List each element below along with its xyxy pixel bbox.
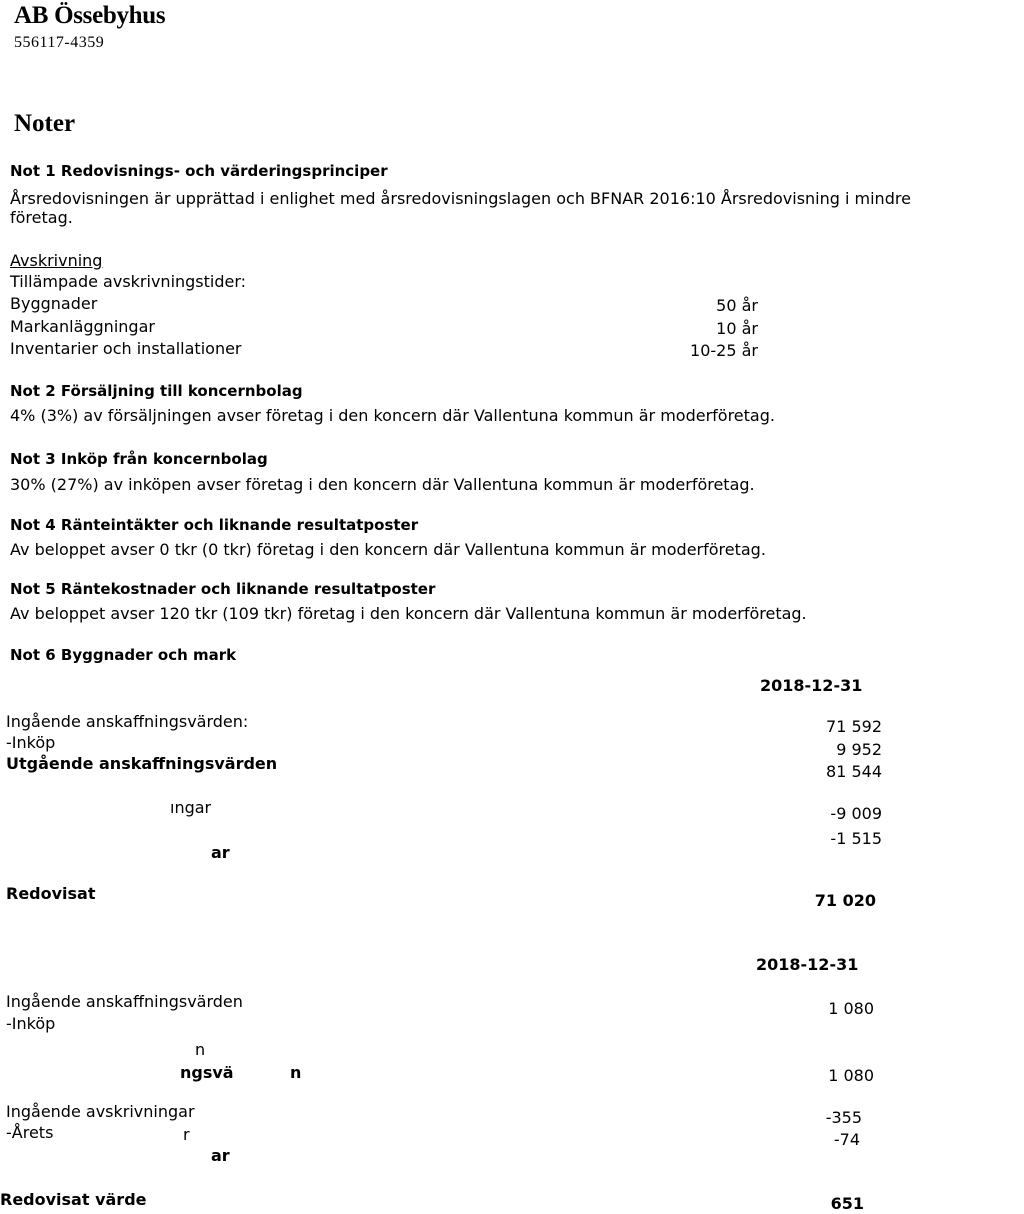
- not6-fragment-ar: ar: [211, 843, 230, 862]
- not3-heading: Not 3 Inköp från koncernbolag: [10, 450, 268, 468]
- not7-ingaende-value: 1 080: [828, 999, 874, 1018]
- company-name: AB Össebyhus: [14, 2, 166, 29]
- not7-arets-label: -Årets: [6, 1123, 54, 1142]
- not5-heading: Not 5 Räntekostnader och liknande resultatposter: [10, 580, 436, 598]
- not4-text: Av beloppet avser 0 tkr (0 tkr) företag i den koncern där Vallentuna kommun är moderföretag.: [10, 540, 766, 559]
- avskrivning-intro: Tillämpade avskrivningstider:: [10, 272, 247, 291]
- not6-ingaende-label: Ingående anskaffningsvärden:: [6, 712, 249, 731]
- not1-text-line1: Årsredovisningen är upprättad i enlighet med årsredovisningslagen och BFNAR 2016:10 Årsredovisning i mindre: [10, 189, 911, 208]
- not6-fragment-ingar: ıngar: [170, 798, 212, 817]
- depreciation-value-byggnader: 50 år: [716, 296, 758, 315]
- not7-fragment-n2: n: [290, 1063, 302, 1082]
- depreciation-label-inventarier: Inventarier och installationer: [10, 339, 242, 358]
- not6-utgaende-label: Utgående anskaffningsvärden: [6, 754, 278, 773]
- not7-avskr-label: Ingående avskrivningar: [6, 1102, 195, 1121]
- depreciation-value-inventarier: 10-25 år: [690, 341, 758, 360]
- page-title: Noter: [14, 110, 76, 137]
- not4-heading: Not 4 Ränteintäkter och liknande resultatposter: [10, 516, 419, 534]
- org-number: 556117-4359: [14, 34, 105, 51]
- not2-heading: Not 2 Försäljning till koncernbolag: [10, 382, 303, 400]
- not7-fragment-ngsva: ngsvä: [180, 1063, 234, 1082]
- not6-avskrivningar-value: -9 009: [830, 804, 882, 823]
- not7-fragment-ar: ar: [211, 1146, 230, 1165]
- not7-redovisat-value: 651: [830, 1194, 864, 1213]
- not7-date-header: 2018-12-31: [756, 955, 859, 974]
- not6-date-header: 2018-12-31: [760, 676, 863, 695]
- not6-heading: Not 6 Byggnader och mark: [10, 646, 237, 664]
- not5-text: Av beloppet avser 120 tkr (109 tkr) företag i den koncern där Vallentuna kommun är moderföretag.: [10, 604, 807, 623]
- depreciation-label-byggnader: Byggnader: [10, 294, 98, 313]
- not6-ingaende-value: 71 592: [826, 717, 882, 736]
- not6-inkop-label: -Inköp: [6, 733, 56, 752]
- depreciation-value-markanlaggningar: 10 år: [716, 319, 758, 338]
- not7-avskr-value: -355: [825, 1108, 862, 1127]
- not1-heading: Not 1 Redovisnings- och värderingsprinciper: [10, 162, 388, 180]
- not6-inkop-value: 9 952: [836, 740, 882, 759]
- not7-arets-fragment: r: [183, 1125, 190, 1144]
- not1-text-line2: företag.: [10, 208, 73, 227]
- not7-redovisat-label: Redovisat värde: [0, 1190, 147, 1209]
- not7-inkop-label: -Inköp: [6, 1014, 56, 1033]
- not2-text: 4% (3%) av försäljningen avser företag i den koncern där Vallentuna kommun är moderföretag.: [10, 406, 775, 425]
- depreciation-label-markanlaggningar: Markanläggningar: [10, 317, 155, 336]
- not7-utgaende-value: 1 080: [828, 1066, 874, 1085]
- not7-fragment-n: n: [195, 1040, 206, 1059]
- avskrivning-heading: Avskrivning: [10, 251, 103, 270]
- not7-ingaende-label: Ingående anskaffningsvärden: [6, 992, 243, 1011]
- not6-arets-avskrivningar-value: -1 515: [830, 829, 882, 848]
- not6-redovisat-label: Redovisat: [6, 884, 96, 903]
- not3-text: 30% (27%) av inköpen avser företag i den koncern där Vallentuna kommun är moderföretag.: [10, 475, 755, 494]
- not7-arets-value: -74: [833, 1130, 860, 1149]
- not6-utgaende-value: 81 544: [826, 762, 882, 781]
- not6-redovisat-value: 71 020: [814, 891, 876, 910]
